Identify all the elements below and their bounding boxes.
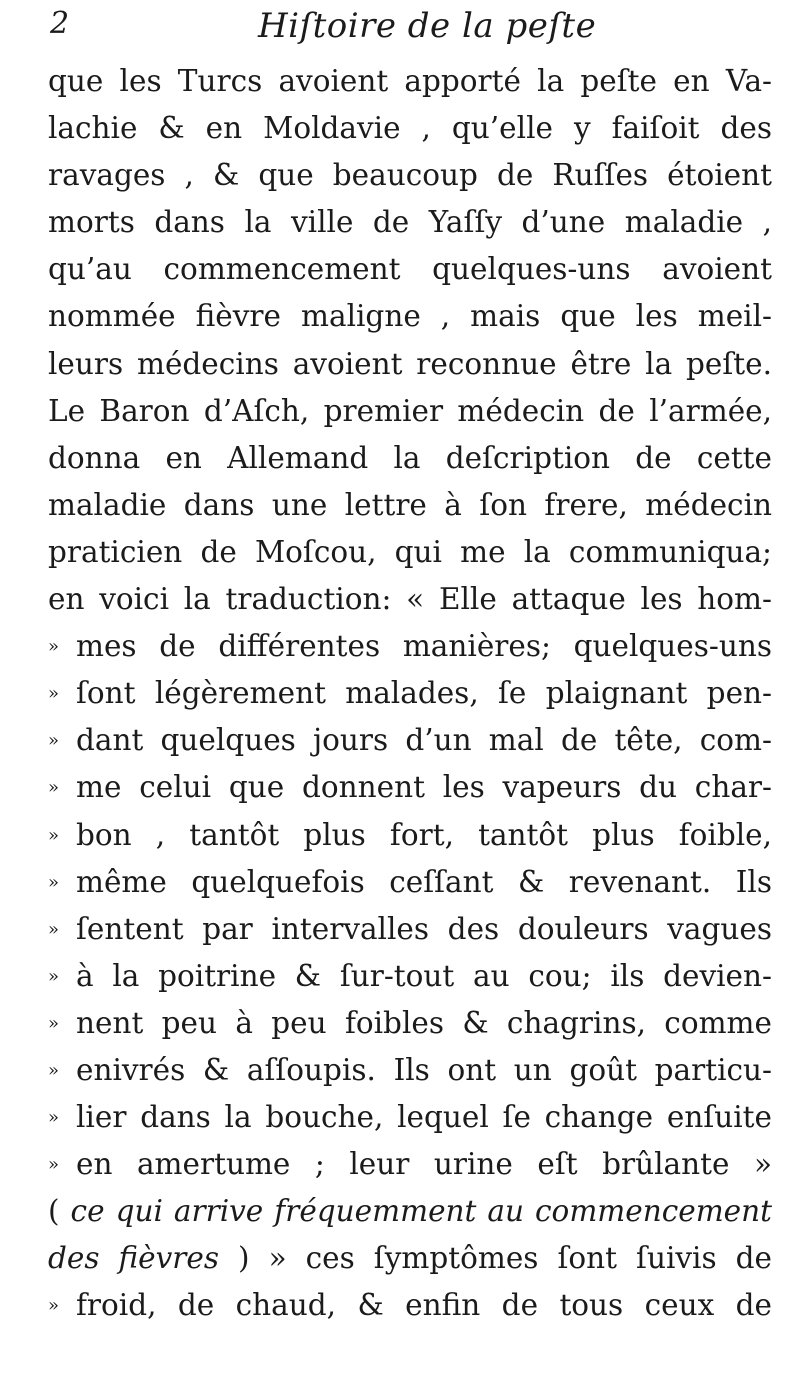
text-line: ravages , & que beaucoup de Ruſſes étoient	[48, 158, 772, 193]
quote-mark: »	[48, 918, 60, 940]
quote-mark: »	[48, 777, 60, 799]
quoted-line	[48, 1094, 772, 1141]
text-line: maladie dans une lettre à ſon frere, médecin	[48, 487, 772, 522]
quoted-line	[48, 623, 772, 670]
text-line: leurs médecins avoient reconnue être la peſte.	[48, 346, 772, 381]
aside-rest: ) » ces ſymptômes ſont ſuivis de	[219, 1241, 772, 1276]
quoted-text: mes de différentes manières; quelques-uns	[76, 629, 772, 664]
quoted-line	[48, 906, 772, 953]
quoted-line	[48, 1282, 772, 1329]
quote-mark: »	[48, 1107, 60, 1129]
quote-mark: »	[48, 636, 60, 658]
quoted-line	[48, 1047, 772, 1094]
quote-mark: »	[48, 871, 60, 893]
quote-mark: »	[48, 1295, 60, 1317]
text-line: qu’au commencement quelques-uns avoient	[48, 252, 772, 287]
quoted-text: dant quelques jours d’un mal de tête, com-	[76, 723, 772, 758]
text-line: praticien de Moſcou, qui me la communiqua;	[48, 534, 772, 569]
quoted-text: froid, de chaud, & enfin de tous ceux de	[76, 1288, 772, 1323]
running-title: Hiſtoire de la peſte	[258, 6, 597, 46]
quote-mark: »	[48, 1059, 60, 1081]
quoted-line	[48, 717, 772, 764]
quoted-text: nent peu à peu foibles & chagrins, comme	[76, 1005, 772, 1040]
page-number: 2	[50, 6, 70, 41]
quote-mark: »	[48, 683, 60, 705]
quoted-line	[48, 859, 772, 906]
page-header	[50, 6, 770, 46]
quoted-text: en amertume ; leur urine eſt brûlante »	[76, 1147, 772, 1182]
aside-line	[48, 1235, 772, 1282]
text-line: lachie & en Moldavie , qu’elle y faiſoit des	[48, 111, 772, 146]
quote-mark: »	[48, 730, 60, 752]
quoted-line	[48, 670, 772, 717]
quoted-line	[48, 953, 772, 1000]
text-line: en voici la traduction: « Elle attaque les hom-	[48, 582, 772, 617]
aside-italic: des fièvres	[48, 1241, 220, 1276]
quoted-text: bon , tantôt plus fort, tantôt plus foible,	[76, 817, 772, 852]
body-text	[48, 58, 772, 1330]
quoted-text: lier dans la bouche, lequel ſe change enſuite	[76, 1100, 772, 1135]
quoted-text: me celui que donnent les vapeurs du char-	[76, 770, 772, 805]
quoted-text: même quelquefois ceſſant & revenant. Ils	[76, 864, 772, 899]
text-line: Le Baron d’Aſch, premier médecin de l’armée,	[48, 393, 772, 428]
text-line: nommée fièvre maligne , mais que les meil-	[48, 299, 772, 334]
aside-line	[48, 1188, 772, 1235]
text-line: morts dans la ville de Yaſſy d’une maladie ,	[48, 205, 772, 240]
quoted-text: ſont légèrement malades, ſe plaignant pen-	[76, 676, 772, 711]
quoted-text: ſentent par intervalles des douleurs vagues	[76, 911, 772, 946]
quoted-line	[48, 812, 772, 859]
quoted-line	[48, 1000, 772, 1047]
quote-mark: »	[48, 824, 60, 846]
aside-italic: ce qui arrive fréquemment au commencement	[70, 1194, 772, 1229]
text-line: que les Turcs avoient apporté la peſte en Va-	[48, 64, 772, 98]
quoted-line	[48, 764, 772, 811]
quoted-text: à la poitrine & ſur-tout au cou; ils devien-	[76, 958, 772, 993]
quoted-line	[48, 1141, 772, 1188]
aside-open: (	[48, 1194, 71, 1229]
quote-mark: »	[48, 965, 60, 987]
quote-mark: »	[48, 1154, 60, 1176]
text-line: donna en Allemand la deſcription de cette	[48, 440, 772, 475]
quoted-text: enivrés & aſſoupis. Ils ont un goût particu-	[76, 1052, 772, 1087]
quote-mark: »	[48, 1012, 60, 1034]
